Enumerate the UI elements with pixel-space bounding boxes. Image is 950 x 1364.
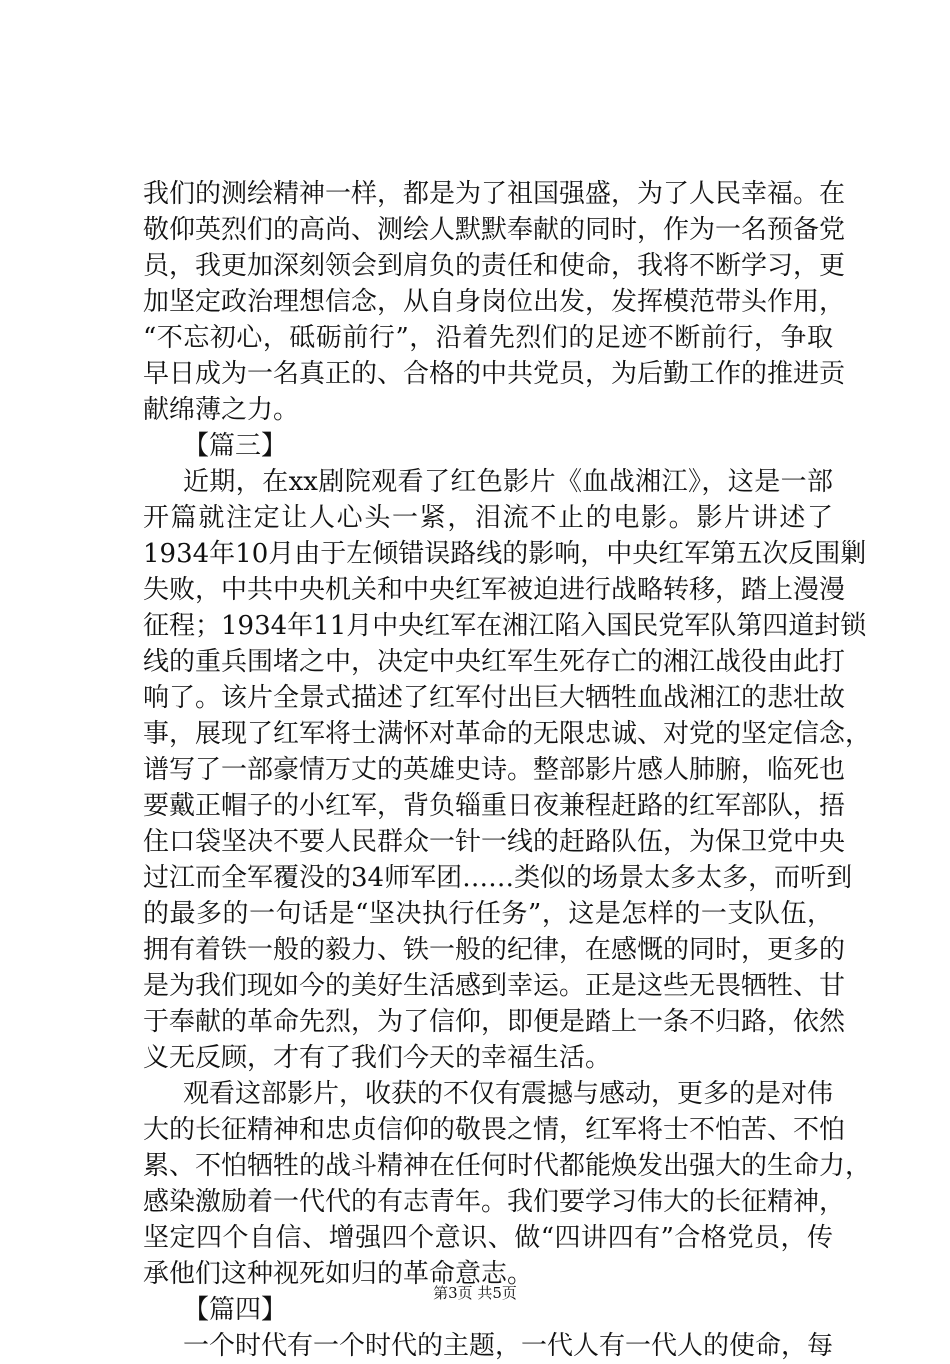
text-line: 早日成为一名真正的、合格的中共党员，为后勤工作的推进贡 — [143, 359, 846, 389]
text-line: 谱写了一部豪情万丈的英雄史诗。整部影片感人肺腑，临死也 — [143, 755, 846, 785]
text-line: 献绵薄之力。 — [143, 395, 300, 425]
text-line: 开篇就注定让人心头一紧，泪流不止的电影。影片讲述了 — [143, 503, 833, 533]
text-line: 近期，在xx剧院观看了红色影片《血战湘江》，这是一部 — [183, 467, 833, 497]
text-line: 事，展现了红军将士满怀对革命的无限忠诚、对党的坚定信念， — [143, 719, 872, 749]
text-line: 义无反顾，才有了我们今天的幸福生活。 — [143, 1043, 612, 1073]
text-line: 是为我们现如今的美好生活感到幸运。正是这些无畏牺牲、甘 — [143, 971, 846, 1001]
text-line: 拥有着铁一般的毅力、铁一般的纪律，在感慨的同时，更多的 — [143, 935, 846, 965]
text-line: 敬仰英烈们的高尚、测绘人默默奉献的同时，作为一名预备党 — [143, 215, 846, 245]
text-line: 要戴正帽子的小红军，背负辎重日夜兼程赶路的红军部队，捂 — [143, 791, 846, 821]
text-line: 的最多的一句话是“坚决执行任务”，这是怎样的一支队伍， — [143, 899, 833, 929]
text-line: 于奉献的革命先烈，为了信仰，即便是踏上一条不归路，依然 — [143, 1007, 846, 1037]
document-body — [143, 176, 872, 1364]
text-line: 加坚定政治理想信念，从自身岗位出发，发挥模范带头作用， — [143, 287, 846, 317]
text-line: 累、不怕牺牲的战斗精神在任何时代都能焕发出强大的生命力， — [143, 1151, 872, 1181]
text-line: 大的长征精神和忠贞信仰的敬畏之情，红军将士不怕苦、不怕 — [143, 1115, 846, 1145]
text-line: 【篇四】 — [183, 1295, 288, 1325]
text-line: 过江而全军覆没的34师军团……类似的场景太多太多，而听到 — [143, 863, 853, 893]
text-line: 1934年10月由于左倾错误路线的影响，中央红军第五次反围剿 — [143, 539, 867, 569]
text-line: 感染激励着一代代的有志青年。我们要学习伟大的长征精神， — [143, 1187, 846, 1217]
text-line: “不忘初心，砥砺前行”，沿着先烈们的足迹不断前行，争取 — [143, 323, 833, 353]
text-line: 坚定四个自信、增强四个意识、做“四讲四有”合格党员，传 — [143, 1223, 833, 1253]
text-line: 【篇三】 — [183, 431, 288, 461]
text-line: 员，我更加深刻领会到肩负的责任和使命，我将不断学习，更 — [143, 251, 846, 281]
text-line: 观看这部影片，收获的不仅有震撼与感动，更多的是对伟 — [183, 1079, 834, 1109]
text-line: 征程；1934年11月中央红军在湘江陷入国民党军队第四道封锁 — [143, 611, 867, 641]
text-line: 响了。该片全景式描述了红军付出巨大牺牲血战湘江的悲壮故 — [143, 683, 846, 713]
text-line: 住口袋坚决不要人民群众一针一线的赶路队伍，为保卫党中央 — [143, 827, 846, 857]
text-line: 线的重兵围堵之中，决定中央红军生死存亡的湘江战役由此打 — [143, 647, 846, 677]
text-line: 一个时代有一个时代的主题，一代人有一代人的使命，每 — [183, 1331, 834, 1361]
text-line: 承他们这种视死如归的革命意志。 — [143, 1259, 534, 1289]
page-number-footer: 第3页 共5页 — [433, 1284, 517, 1302]
text-line: 失败，中共中央机关和中央红军被迫进行战略转移，踏上漫漫 — [143, 575, 846, 605]
text-line: 我们的测绘精神一样，都是为了祖国强盛，为了人民幸福。在 — [143, 179, 846, 209]
